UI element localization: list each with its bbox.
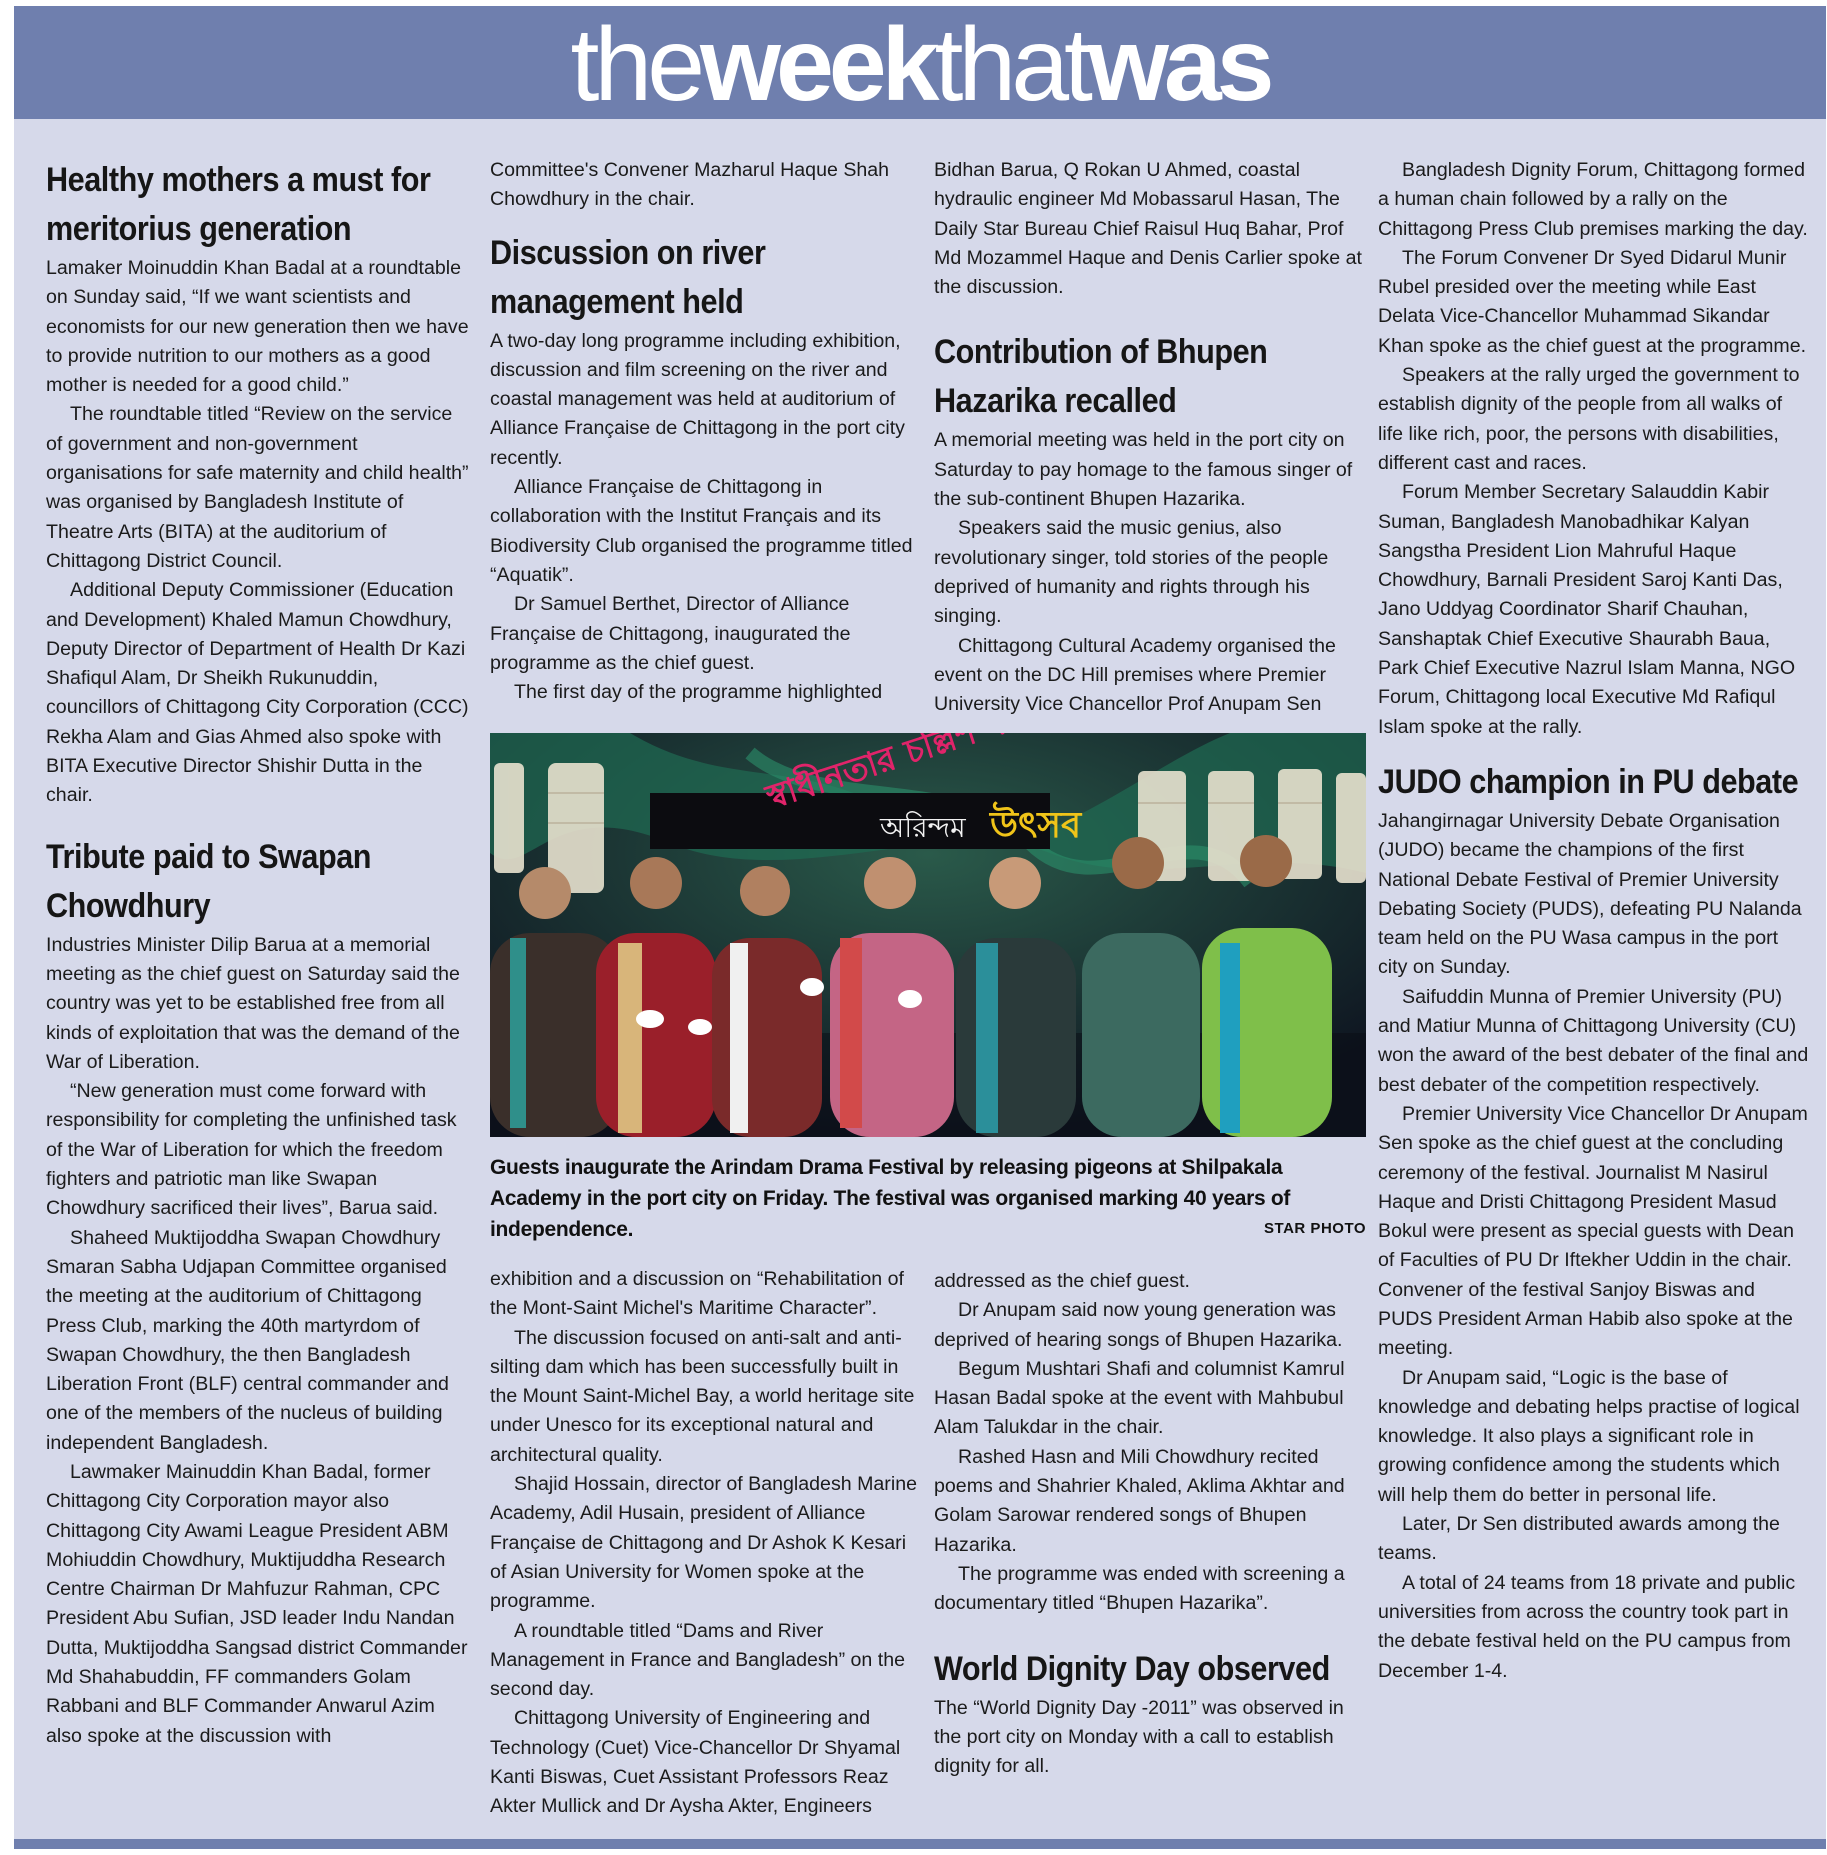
article-judo-champion	[1378, 758, 1810, 1686]
column-2-top	[490, 156, 922, 707]
title-was: was	[1087, 7, 1270, 123]
article-world-dignity-day	[934, 1645, 1366, 1782]
paragraph: The first day of the programme highlighted	[514, 681, 883, 704]
headline: World Dignity Day observed	[934, 1649, 1330, 1688]
column-3-bottom	[934, 1267, 1366, 1781]
paragraph: Dr Anupam said now young generation was deprived of hearing songs of Bhupen Hazarika.	[934, 1299, 1343, 1351]
paragraph: A total of 24 teams from 18 private and public universities from across the country took part in the debate festival held on the PU campus from December 1-4.	[1378, 1571, 1796, 1682]
headline: Healthy mothers a must for meritorius generation	[46, 161, 431, 248]
paragraph: The “World Dignity Day -2011” was observed in the port city on Monday with a call to establish dignity for all.	[934, 1696, 1344, 1778]
article-healthy-mothers	[46, 156, 474, 811]
headline: JUDO champion in PU debate	[1378, 762, 1799, 801]
paragraph-continued: Bidhan Barua, Q Rokan U Ahmed, coastal hydraulic engineer Md Mobassarul Hasan, The Daily Star Bureau Chief Raisul Huq Bahar, Prof Md Mozammel Haque and Denis Carlier spoke at the discussion.	[934, 159, 1362, 299]
column-1	[46, 156, 474, 1751]
article-river-management	[490, 229, 922, 708]
paragraph: Dr Samuel Berthet, Director of Alliance Française de Chittagong, inaugurated the programme as the chief guest.	[490, 593, 851, 674]
title-week: week	[700, 7, 935, 123]
headline: Contribution of Bhupen Hazarika recalled	[934, 333, 1268, 421]
photo-caption: Guests inaugurate the Arindam Drama Festival by releasing pigeons at Shilpakala Academy in the port city on Friday. The festival was organised marking 40 years of independence.	[490, 1156, 1291, 1241]
news-photo	[490, 733, 1366, 1137]
paragraph: A two-day long programme including exhibition, discussion and film screening on the river and coastal management was held at auditorium of Alliance Française de Chittagong in the port city recently.	[490, 329, 905, 469]
paragraph: A roundtable titled “Dams and River Management in France and Bangladesh” on the second day.	[490, 1619, 906, 1701]
column-4	[1378, 156, 1810, 1686]
article-bhupen-hazarika	[934, 328, 1366, 719]
paragraph: Later, Dr Sen distributed awards among the teams.	[1378, 1513, 1780, 1565]
paragraph: Premier University Vice Chancellor Dr Anupam Sen spoke as the chief guest at the concluding ceremony of the festival. Journalist M Nasirul Haque and Dristi Chittagong President Masud Bokul were present as special guests with Dean of Faculties of PU Dr Iftekher Uddin in the chair. Convener of the festival Sanjoy Biswas and PUDS President Arman Habib also spoke at the meeting.	[1378, 1102, 1808, 1360]
section-title	[14, 7, 1826, 123]
photo-banner-text-3: উৎসব	[990, 805, 1082, 846]
paragraph: Speakers at the rally urged the government to establish dignity of the people from all walks of life like rich, poor, the persons with disabilities, different cast and races.	[1378, 364, 1800, 474]
article-swapan-chowdhury	[46, 833, 474, 1751]
paragraph: Alliance Française de Chittagong in collaboration with the Institut Français and its Biodiversity Club organised the programme titled “Aquatik”.	[490, 476, 913, 586]
paragraph: Saifuddin Munna of Premier University (PU) and Matiur Munna of Chittagong University (CU) won the award of the best debater of the final and best debater of the competition respectively.	[1378, 985, 1809, 1096]
paragraph: A memorial meeting was held in the port city on Saturday to pay homage to the famous singer of the sub-continent Bhupen Hazarika.	[934, 429, 1353, 511]
paragraph: Lamaker Moinuddin Khan Badal at a roundtable on Sunday said, “If we want scientists and economists for our new generation then we have to provide nutrition to our mothers as a good mother is needed for a good child.”	[46, 257, 469, 397]
column-3-top	[934, 156, 1366, 719]
headline: Discussion on river management held	[490, 233, 766, 321]
title-that: that	[934, 7, 1088, 123]
photo-credit: STAR PHOTO	[1264, 1220, 1366, 1237]
photo-banner-text-2: অরিন্দম	[880, 811, 966, 844]
paragraph: Rashed Hasn and Mili Chowdhury recited poems and Shahrier Khaled, Aklima Akhtar and Golam Sarowar rendered songs of Bhupen Hazarika.	[934, 1445, 1345, 1556]
paragraph: addressed as the chief guest.	[934, 1270, 1190, 1292]
paragraph: Begum Mushtari Shafi and columnist Kamrul Hasan Badal spoke at the event with Mahbubul Alam Talukdar in the chair.	[934, 1357, 1345, 1439]
newspaper-page	[14, 6, 1826, 1849]
paragraph-continued: Bangladesh Dignity Forum, Chittagong formed a human chain followed by a rally on the Chittagong Press Club premises marking the day.	[1378, 159, 1808, 240]
title-the: the	[570, 7, 701, 123]
paragraph: Additional Deputy Commissioner (Education and Development) Khaled Mamun Chowdhury, Deputy Director of Department of Health Dr Kazi Shafiqul Alam, Dr Sheikh Rukunuddin, councillors of Chittagong City Corporation (CCC) Rekha Alam and Gias Ahmed also spoke with BITA Executive Director Shishir Dutta in the chair.	[46, 579, 469, 807]
paragraph: Chittagong Cultural Academy organised the event on the DC Hill premises where Premier University Vice Chancellor Prof Anupam Sen	[934, 634, 1336, 716]
paragraph-continued: Committee's Convener Mazharul Haque Shah Chowdhury in the chair.	[490, 159, 890, 211]
headline: Tribute paid to Swapan Chowdhury	[46, 837, 372, 925]
festival-photo-image	[490, 733, 1366, 1137]
paragraph: Industries Minister Dilip Barua at a memorial meeting as the chief guest on Saturday said the country was yet to be established free from all kinds of exploitation that was the demand of the War of Liberation.	[46, 933, 460, 1073]
paragraph: Shaheed Muktijoddha Swapan Chowdhury Smaran Sabha Udjapan Committee organised the meeting at the auditorium of Chittagong Press Club, marking the 40th martyrdom of Swapan Chowdhury, the then Bangladesh Liberation Front (BLF) central commander and one of the members of the nucleus of building independent Bangladesh.	[46, 1226, 449, 1454]
paragraph: exhibition and a discussion on “Rehabilitation of the Mont-Saint Michel's Maritime Character”.	[490, 1268, 904, 1320]
paragraph: The roundtable titled “Review on the service of government and non-government organisations for safe maternity and child health” was organised by Bangladesh Institute of Theatre Arts (BITA) at the auditorium of Chittagong District Council.	[46, 403, 469, 572]
paragraph: Lawmaker Mainuddin Khan Badal, former Chittagong City Corporation mayor also Chittagong City Awami League President ABM Mohiuddin Chowdhury, Muktijuddha Research Centre Chairman Dr Mahfuzur Rahman, CPC President Abu Sufian, JSD leader Indu Nandan Dutta, Muktijoddha Sangsad district Commander Md Shahabuddin, FF commanders Golam Rabbani and BLF Commander Anwarul Azim also spoke at the discussion with	[46, 1460, 468, 1747]
paragraph: “New generation must come forward with responsibility for completing the unfinished task of the War of Liberation for which the freedom fighters and patriotic man like Swapan Chowdhury sacrificed their lives”, Barua said.	[46, 1080, 457, 1220]
paragraph: Chittagong University of Engineering and Technology (Cuet) Vice-Chancellor Dr Shyamal Kanti Biswas, Cuet Assistant Professors Reaz Akter Mullick and Dr Aysha Akter, Engineers	[490, 1707, 901, 1818]
bottom-rule	[14, 1839, 1826, 1849]
paragraph: Speakers said the music genius, also revolutionary singer, told stories of the people deprived of humanity and rights through his singing.	[934, 517, 1329, 628]
column-2-bottom	[490, 1265, 922, 1822]
paragraph: Forum Member Secretary Salauddin Kabir Suman, Bangladesh Manobadhikar Kalyan Sangstha President Lion Mahruful Haque Chowdhury, Barnali President Saroj Kanti Das, Jano Uddyag Coordinator Sharif Chauhan, Sanshaptak Chief Executive Shaurabh Baua, Park Chief Executive Nazrul Islam Manna, NGO Forum, Chittagong local Executive Md Rafiqul Islam spoke at the rally.	[1378, 481, 1796, 738]
section-banner	[14, 6, 1826, 123]
paragraph: Shajid Hossain, director of Bangladesh Marine Academy, Adil Husain, president of Alliance Française de Chittagong and Dr Ashok K Kesari of Asian University for Women spoke at the programme.	[490, 1473, 917, 1613]
paragraph: The discussion focused on anti-salt and anti-silting dam which has been successfully built in the Mount Saint-Michel Bay, a world heritage site under Unesco for its exceptional natural and architectural quality.	[490, 1326, 915, 1466]
paragraph: The Forum Convener Dr Syed Didarul Munir Rubel presided over the meeting while East Delata Vice-Chancellor Muhammad Sikandar Khan spoke as the chief guest at the programme.	[1378, 246, 1807, 357]
paragraph: The programme was ended with screening a documentary titled “Bhupen Hazarika”.	[934, 1562, 1345, 1615]
paragraph: Dr Anupam said, “Logic is the base of knowledge and debating helps practise of logical knowledge. It also plays a significant role in growing confidence among the students which will help them do better in personal life.	[1378, 1366, 1800, 1506]
paragraph: Jahangirnagar University Debate Organisation (JUDO) became the champions of the first National Debate Festival of Premier University Debating Society (PUDS), defeating PU Nalanda team held on the PU Wasa campus in the port city on Sunday.	[1378, 809, 1802, 979]
